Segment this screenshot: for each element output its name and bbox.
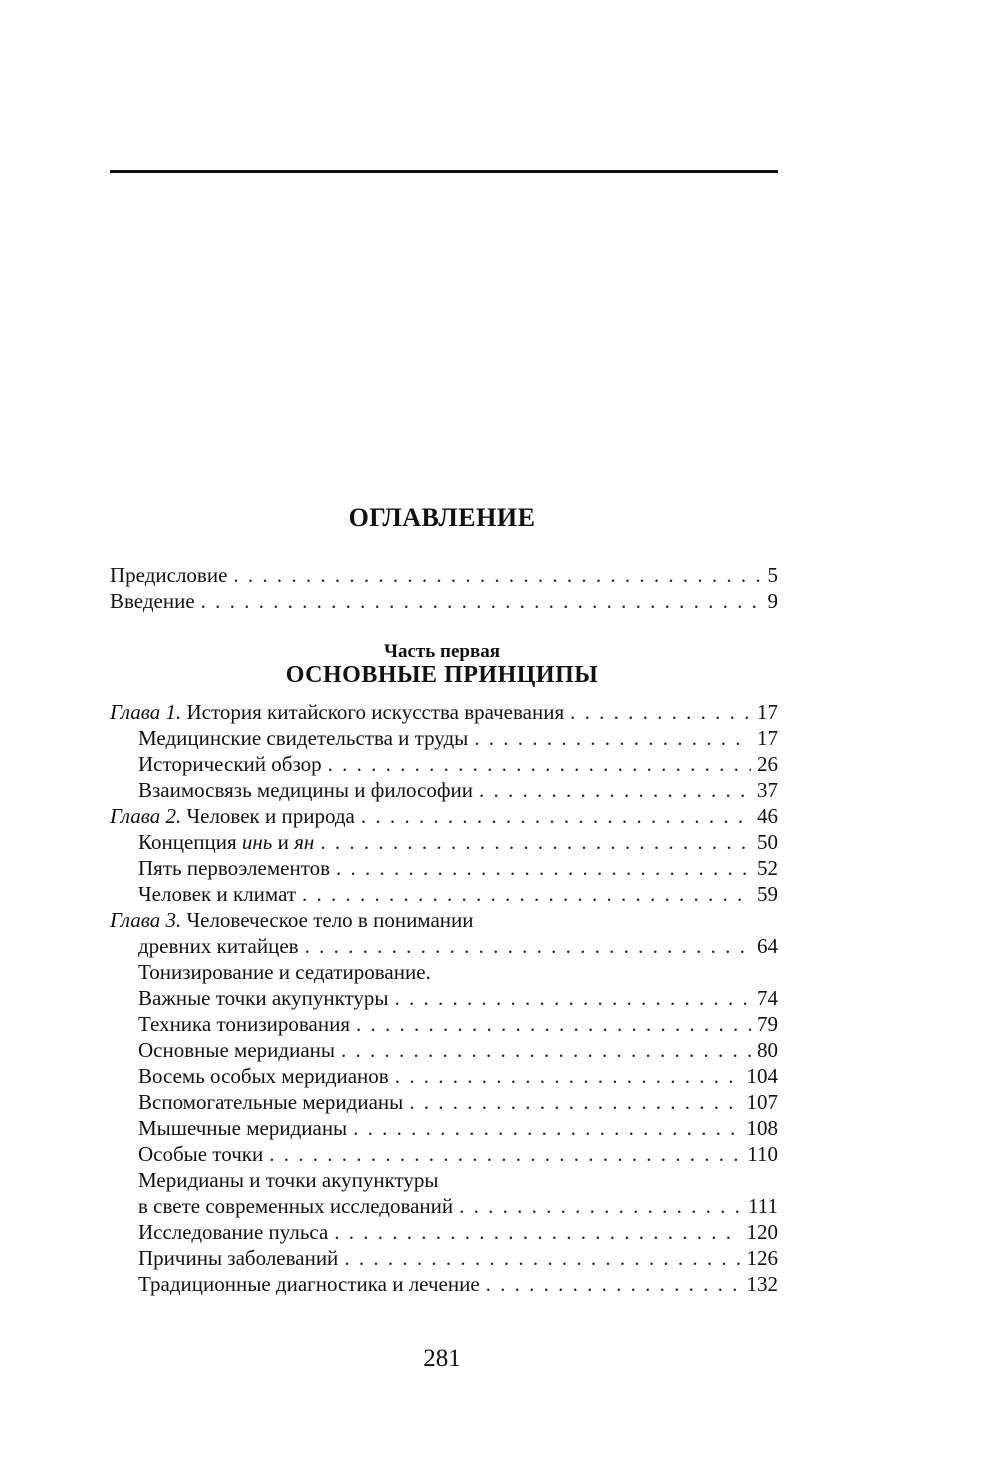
entry-label: Предисловие [110,563,228,587]
toc-entry-introduction [110,589,778,615]
toc-entry [110,856,778,882]
entry-label: древних китайцев [138,934,299,958]
toc-entry [110,1220,778,1246]
dot-leader [479,778,751,803]
toc-entry [110,830,778,856]
toc-entry [110,1168,778,1194]
entry-label: Основные меридианы [138,1038,335,1062]
entry-label: Взаимосвязь медицины и философии [138,778,473,802]
chapter-list [110,700,778,1298]
toc-entry-preface [110,563,778,589]
page-number: 281 [423,1345,461,1372]
dot-leader [269,1142,741,1167]
dot-leader [328,752,751,777]
entry-emphasis: ян [294,830,315,854]
dot-leader [570,700,751,725]
dot-leader [459,1194,742,1219]
toc-entry [110,752,778,778]
entry-label: Медицинские свидетельства и труды [138,726,469,750]
toc-entry [110,778,778,804]
dot-leader [395,1064,741,1089]
entry-page: 5 [767,563,778,587]
toc-entry [110,1090,778,1116]
chapter-prefix: Глава 1. [110,700,182,724]
chapter-prefix: Глава 2. [110,804,182,828]
entry-label: Важные точки акупунктуры [138,986,389,1010]
entry-page: 46 [757,804,778,828]
entry-label: Техника тонизирования [138,1012,351,1036]
toc-title: ОГЛАВЛЕНИЕ [348,503,536,532]
part-label: Часть первая [384,641,500,662]
entry-label: в свете современных исследований [138,1194,454,1218]
front-matter-list [110,563,778,615]
dot-leader [201,589,762,614]
entry-page: 126 [746,1246,778,1270]
toc-entry [110,726,778,752]
dot-leader [395,986,751,1011]
entry-page: 37 [757,778,778,802]
toc-entry [110,986,778,1012]
dot-leader [302,882,751,907]
toc-entry [110,1272,778,1298]
entry-page: 26 [757,752,778,776]
entry-page: 64 [757,934,778,958]
entry-page: 79 [757,1012,778,1036]
dot-leader [305,934,751,959]
entry-label: Особые точки [138,1142,264,1166]
entry-emphasis: инь [241,830,273,854]
entry-page: 52 [757,856,778,880]
entry-page: 104 [746,1064,778,1088]
toc-entry-chapter-2 [110,804,778,830]
entry-label: Человеческое тело в понимании [186,908,474,932]
entry-page: 9 [767,589,778,613]
toc-entry-chapter-3 [110,908,778,934]
entry-label: Причины заболеваний [138,1246,339,1270]
dot-leader [341,1038,751,1063]
dot-leader [353,1116,740,1141]
toc-entry [110,960,778,986]
entry-label: Человек и природа [186,804,355,828]
entry-page: 111 [748,1194,778,1218]
entry-label: История китайского искусства врачевания [186,700,565,724]
entry-label: Тонизирование и седатирование. [138,960,431,984]
dot-leader [233,563,761,588]
entry-label: Вспомогательные меридианы [138,1090,404,1114]
dot-leader [361,804,751,829]
entry-label: Человек и климат [138,882,297,906]
toc-entry [110,1116,778,1142]
toc-entry [110,1038,778,1064]
entry-label: Введение [110,589,195,613]
dot-leader [344,1246,740,1271]
entry-page: 74 [757,986,778,1010]
part-title: ОСНОВНЫЕ ПРИНЦИПЫ [285,662,599,688]
dot-leader [320,830,751,855]
entry-label: Меридианы и точки акупунктуры [138,1168,439,1192]
entry-label: Пять первоэлементов [138,856,331,880]
entry-page: 59 [757,882,778,906]
dot-leader [486,1272,741,1297]
entry-label: Традиционные диагностика и лечение [138,1272,480,1296]
entry-label: и [277,830,289,854]
entry-page: 50 [757,830,778,854]
entry-page: 80 [757,1038,778,1062]
dot-leader [336,856,751,881]
dot-leader [474,726,751,751]
entry-page: 132 [746,1272,778,1296]
dot-leader [356,1012,751,1037]
toc-entry [110,1012,778,1038]
toc-entry [110,882,778,908]
entry-page: 110 [747,1142,778,1166]
entry-label: Исторический обзор [138,752,322,776]
dot-leader [334,1220,740,1245]
entry-page: 107 [746,1090,778,1114]
entry-label: Мышечные меридианы [138,1116,348,1140]
entry-page: 17 [757,726,778,750]
entry-label: Исследование пульса [138,1220,329,1244]
toc-entry [110,1064,778,1090]
toc-entry-chapter-1 [110,700,778,726]
toc-entry [110,1142,778,1168]
dot-leader [409,1090,740,1115]
entry-page: 108 [746,1116,778,1140]
toc-entry [110,1194,778,1220]
toc-entry [110,1246,778,1272]
entry-page: 17 [757,700,778,724]
entry-label: Восемь особых меридианов [138,1064,389,1088]
chapter-prefix: Глава 3. [110,908,182,932]
entry-label: Концепция [138,830,237,854]
entry-page: 120 [746,1220,778,1244]
header-rule [110,170,778,173]
toc-entry [110,934,778,960]
